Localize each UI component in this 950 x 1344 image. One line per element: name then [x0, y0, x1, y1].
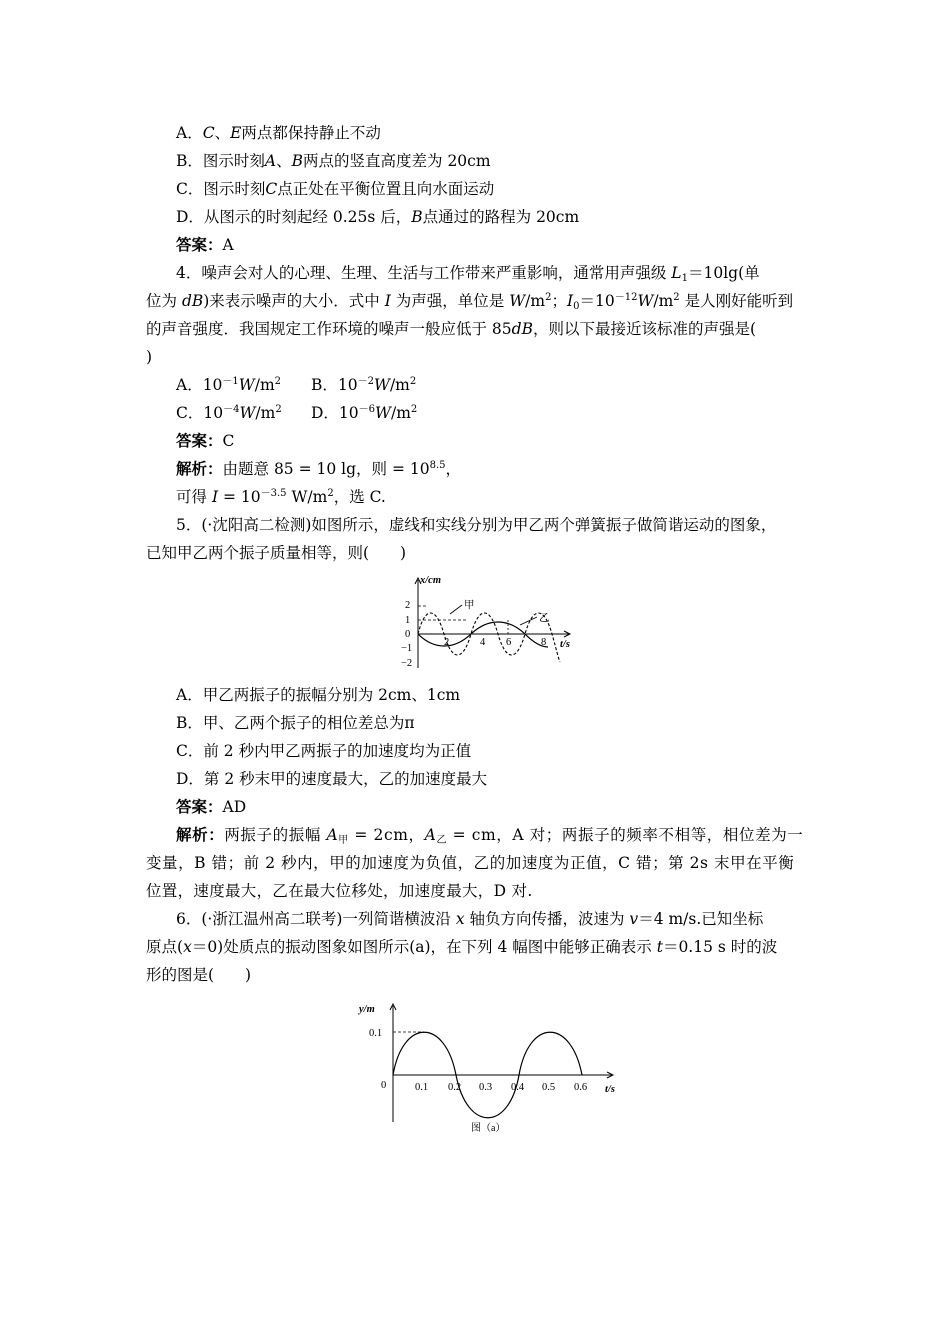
q4-stem-line2	[146, 291, 793, 311]
answer-label: 答案：	[176, 235, 223, 254]
text: /m	[525, 292, 546, 310]
text: 可得	[176, 488, 212, 506]
q4-option-b	[311, 375, 416, 395]
var: A	[326, 826, 339, 844]
q5-stem-line2: 已知甲乙两个振子质量相等，则( )	[146, 544, 407, 562]
text: ；	[551, 292, 567, 310]
y-tick-label: −2	[401, 658, 413, 669]
text: 由题意 85 = 10 lg，则 = 10	[222, 460, 430, 478]
q5-option-d: D．第 2 秒末甲的速度最大，乙的加速度最大	[176, 770, 488, 788]
q4-answer	[176, 431, 234, 451]
superscript: 2	[327, 488, 334, 499]
var: x	[183, 938, 192, 956]
text: ，选 C.	[333, 488, 386, 506]
text: ＝0)处质点的振动图象如图所示(a)，在下列 4 幅图中能够正确表示	[191, 938, 657, 956]
superscript: 2	[410, 404, 418, 415]
text: = 10	[218, 488, 261, 506]
superscript: －6	[358, 404, 376, 415]
q4-option-a	[176, 375, 281, 395]
superscript: －12	[614, 292, 638, 303]
subscript: 甲	[338, 835, 349, 846]
yi-pointer	[520, 617, 537, 625]
y-tick-label: 1	[405, 615, 411, 626]
text: ＝10lg(单	[687, 264, 760, 282]
q3-answer	[176, 235, 234, 255]
text: 两振子的振幅	[224, 826, 327, 844]
unit: /m	[390, 404, 411, 422]
var: x	[455, 910, 465, 928]
text: ，	[445, 460, 462, 478]
text: W/m	[286, 488, 328, 506]
text: /m	[653, 292, 674, 310]
var: B	[291, 152, 304, 170]
answer-value: A	[222, 236, 234, 254]
option-label: A．10	[176, 376, 223, 394]
x-axis-label: t/s	[605, 1084, 615, 1095]
y-tick-label: 0.1	[369, 1028, 383, 1039]
q4-stem-line4	[146, 347, 152, 367]
q5-option-b: B．甲、乙两个振子的相位差总为π	[176, 714, 415, 732]
subscript: 1	[681, 273, 688, 284]
x-tick-label: 8	[541, 637, 547, 648]
superscript: 2	[545, 292, 552, 303]
analysis-label: 解析：	[176, 825, 225, 844]
q5-option-a: A．甲乙两振子的振幅分别为 2cm、1cm	[176, 686, 461, 704]
answer-label: 答案：	[176, 431, 223, 450]
q3-option-c	[176, 179, 494, 199]
option-label: C．10	[176, 404, 224, 422]
option-label: C．图示时刻	[176, 180, 266, 198]
text: = 2cm，	[348, 826, 425, 844]
q4-stem-line3	[146, 319, 756, 339]
x-tick-label: 0.6	[574, 1082, 588, 1093]
q6-vibration-graph	[355, 996, 630, 1138]
x-tick-label: 0.3	[479, 1082, 493, 1093]
text: 为声强，单位是	[390, 292, 510, 310]
x-tick-label: 2	[444, 637, 450, 648]
y-axis-label: x/cm	[420, 575, 441, 586]
series-label-yi: 乙	[539, 613, 550, 624]
subscript: 0	[573, 301, 580, 312]
superscript: 2	[274, 376, 282, 387]
sep: 、	[214, 124, 231, 142]
option-label: A．	[176, 124, 203, 142]
x-tick-label: 4	[480, 637, 486, 648]
q4-option-d	[311, 403, 417, 423]
y-tick-label: 0	[405, 629, 411, 640]
var: t	[656, 938, 663, 956]
var: L	[671, 264, 682, 282]
superscript: －1	[222, 376, 239, 387]
var: W	[374, 376, 390, 394]
q5-answer	[176, 797, 246, 817]
q4-analysis-line2	[176, 487, 386, 507]
text: 原点(	[146, 938, 184, 956]
analysis-label: 解析：	[176, 459, 223, 478]
var: E	[230, 124, 242, 142]
var: W	[509, 292, 526, 310]
q4-stem-line1	[176, 263, 760, 283]
q4-analysis-line1	[176, 459, 461, 479]
text: ＝4 m/s.已知坐标	[638, 910, 764, 928]
superscript: 2	[275, 404, 282, 415]
text: )	[146, 348, 153, 366]
option-text: 两点都保持静止不动	[241, 124, 381, 142]
var: B	[411, 208, 423, 226]
unit: /m	[389, 376, 410, 394]
x-tick-label: 0.1	[415, 1082, 429, 1093]
text: )来表示噪声的大小．式中	[203, 292, 385, 310]
superscript: 2	[673, 292, 680, 303]
var: I	[211, 488, 219, 506]
q5-oscillation-graph	[398, 572, 583, 674]
series-label-jia: 甲	[464, 600, 475, 611]
unit: /m	[255, 404, 276, 422]
answer-value: C	[222, 432, 235, 450]
var: W	[375, 404, 391, 422]
q5-analysis-line3: 位置，速度最大，乙在最大位移处，加速度最大，D 对.	[146, 882, 533, 900]
x-tick-label: 0.5	[542, 1082, 556, 1093]
var: I	[566, 292, 574, 310]
q6-stem-line2	[146, 937, 777, 957]
var: W	[238, 376, 255, 394]
option-text: 点通过的路程为 20cm	[422, 208, 580, 226]
text: = cm，A 对；两振子的频率不相等，相位差为一	[447, 826, 804, 844]
var: v	[629, 910, 639, 928]
q6-stem-line3: 形的图是( )	[146, 966, 252, 984]
text: 6．(·浙江温州高二联考)一列简谐横波沿	[176, 910, 456, 928]
text: 4．噪声会对人的心理、生理、生活与工作带来严重影响，通常用声强级	[176, 264, 672, 282]
x-tick-label: 6	[506, 637, 512, 648]
sep: 、	[276, 152, 292, 170]
superscript: 8.5	[429, 460, 446, 471]
text: 位为	[146, 292, 182, 310]
var: dB	[181, 292, 204, 310]
var: C	[265, 180, 278, 198]
var: W	[637, 292, 654, 310]
y-axis-label: y/m	[359, 1004, 375, 1015]
x-tick-label: 0.4	[511, 1082, 525, 1093]
q5-analysis-line2: 变量，B 错；前 2 秒内，甲的加速度为负值，乙的加速度为正值，C 错；第 2s 末甲在平衡	[146, 854, 795, 872]
superscript: －3.5	[260, 488, 287, 499]
answer-label: 答案：	[176, 797, 223, 816]
figure-caption: 图（a）	[471, 1123, 506, 1134]
q3-option-a	[176, 123, 381, 143]
var: A	[264, 152, 277, 170]
text: ，则以下最接近该标准的声强是(	[532, 320, 757, 338]
q6-stem-line1	[176, 909, 763, 929]
jia-pointer	[450, 605, 462, 614]
option-label: D．10	[311, 404, 359, 422]
option-text: 两点的竖直高度差为 20cm	[303, 152, 491, 170]
subscript: 乙	[436, 835, 448, 846]
text: 轴负方向传播，波速为	[464, 910, 630, 928]
text: 的声音强度．我国规定工作环境的噪声一般应低于 85	[146, 320, 512, 338]
text: ＝0.15 s 时的波	[662, 938, 778, 956]
superscript: －4	[223, 404, 240, 415]
y-tick-label: −1	[401, 643, 413, 654]
q3-option-d	[176, 207, 579, 227]
y-tick-label: 2	[405, 600, 411, 611]
q5-option-c: C．前 2 秒内甲乙两振子的加速度均为正值	[176, 742, 472, 760]
origin-label: 0	[381, 1080, 387, 1091]
q5-stem-line1: 5．(·沈阳高二检测)如图所示，虚线和实线分别为甲乙两个弹簧振子做简谐运动的图象，	[176, 516, 777, 534]
unit: /m	[254, 376, 275, 394]
var: I	[384, 292, 391, 310]
var: A	[424, 826, 437, 844]
q3-option-b	[176, 151, 491, 171]
var: dB	[511, 320, 533, 338]
option-label: D．从图示的时刻起经 0.25s 后，	[176, 208, 412, 226]
text: ＝10	[579, 292, 615, 310]
x-tick-label: 0.2	[448, 1082, 462, 1093]
text: 是人刚好能听到	[679, 292, 794, 310]
option-label: B．图示时刻	[176, 152, 265, 170]
option-text: 点正处在平衡位置且向水面运动	[277, 180, 495, 198]
q5-analysis-line1	[176, 825, 803, 845]
q4-option-c	[176, 403, 282, 423]
answer-value: AD	[222, 798, 247, 816]
superscript: 2	[409, 376, 417, 387]
var: C	[202, 124, 215, 142]
option-label: B．10	[311, 376, 358, 394]
superscript: －2	[357, 376, 374, 387]
var: W	[239, 404, 256, 422]
x-axis-label: t/s	[560, 639, 570, 650]
